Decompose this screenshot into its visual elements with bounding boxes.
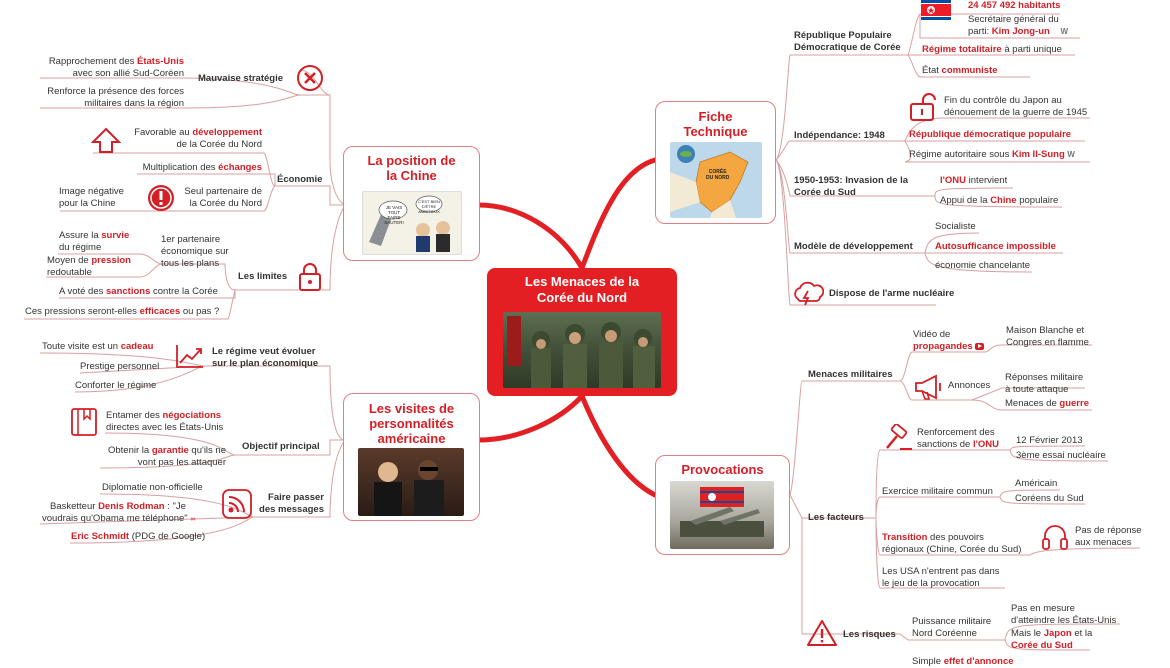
objectif-item1: Entamer des négociations directes avec les États-Unis (106, 410, 224, 433)
link-icon[interactable]: ∞ (190, 516, 196, 523)
visites-card[interactable] (343, 393, 480, 521)
economie-item3-sub: Image négative pour la Chine (59, 186, 124, 209)
independance-item3: Régime autoritaire sous Kim II-Sung W (909, 149, 1075, 160)
facteurs-item4: Les USA n'entrent pas dans le jeu de la provocation (882, 566, 1000, 589)
arrow-up-icon (91, 126, 121, 159)
explosion-cloud-icon (792, 279, 824, 312)
wikipedia-icon[interactable]: W (1060, 27, 1069, 36)
invasion-item1: l'ONU intervient (940, 175, 1008, 186)
facteurs-item3-sub: Pas de réponse aux menaces (1075, 525, 1142, 548)
invasion-item2: Appui de la Chine populaire (940, 195, 1059, 206)
cartoon-bubble2: C'EST BIEN D'ÊTRE AMBITIEUX (418, 199, 440, 214)
rpdc-item1: 24 457 492 habitants (968, 0, 1061, 11)
visites-title: Les visites de personnalités américaine (368, 401, 455, 446)
korea-map (670, 142, 762, 218)
economie-item3: Seul partenaire de la Corée du Nord (184, 186, 262, 209)
independance-label: Indépendance: 1948 (794, 130, 885, 141)
rpdc-item3: Régime totalitaire à parti unique (922, 44, 1062, 55)
risques-item1: Puissance militaire Nord Coréenne (912, 616, 992, 639)
central-title: Les Menaces de la Corée du Nord (524, 274, 640, 305)
missiles-photo (670, 481, 774, 549)
modele-item2: Autosufficance impossible (935, 241, 1056, 252)
economie-item1: Favorable au développement de la Corée du Nord (134, 127, 262, 150)
regime-item2: Prestige personnel (80, 361, 160, 372)
objectif-item2: Obtenir la garantie qu'ils ne vont pas les attaquer (108, 445, 226, 468)
economie-item2: Multiplication des échanges (142, 162, 262, 173)
chine-title: La position de la Chine (367, 153, 456, 183)
facteurs-item1: Renforcement des sanctions de l'ONU (917, 427, 999, 450)
independance-item1: Fin du contrôle du Japon au dénouement de la guerre de 1945 (944, 95, 1088, 118)
modele-label: Modèle de développement (794, 241, 913, 252)
risques-label: Les risques (843, 629, 896, 640)
provocations-card[interactable] (655, 455, 790, 555)
video-sub: Maison Blanche et Congres en flamme (1006, 325, 1089, 348)
wikipedia-icon-2[interactable]: W (1067, 150, 1075, 159)
risques-item1-sub1: Pas en mesure d'atteindre les États-Unis (1011, 603, 1117, 626)
messages-item2: Basketteur Denis Rodman : "Je voudrais qu'Obama me téléphone" ∞ (42, 501, 196, 524)
error-x-icon (296, 64, 324, 97)
chine-card[interactable] (343, 146, 480, 261)
modele-item3: économie chancelante (935, 260, 1031, 271)
risques-item1-sub2: Mais le Japon et la Corée du Sud (1011, 628, 1093, 651)
messages-item1: Diplomatie non-officielle (102, 482, 203, 493)
limites-item3: Ces pressions seront-elles efficaces ou pas ? (25, 306, 220, 317)
fiche-title: Fiche Technique (683, 109, 748, 139)
facteurs-item2-sub2: Coréens du Sud (1015, 493, 1084, 504)
messages-item3: Eric Schmidt (PDG de Google) (71, 531, 206, 542)
facteurs-item1-sub1: 12 Février 2013 (1016, 435, 1083, 446)
limites-item2: A voté des sanctions contre la Corée (59, 286, 218, 297)
youtube-icon[interactable] (975, 343, 984, 350)
central-topic[interactable] (487, 268, 677, 396)
regime-label: Le régime veut évoluer sur le plan économique (212, 346, 319, 369)
mauvaise-strategie-label: Mauvaise stratégie (198, 73, 284, 84)
annonces-item: Annonces (948, 380, 991, 391)
chart-trend-icon (175, 343, 205, 374)
economie-label: Économie (277, 174, 323, 185)
headphones-icon (1040, 522, 1070, 557)
facteurs-item1-sub2: 3ème essai nucléaire (1016, 450, 1106, 461)
unlock-icon (909, 92, 937, 127)
rpdc-item2: Secrétaire général du parti: Kim Jong-un W (968, 14, 1069, 37)
rodman-photo (358, 448, 464, 516)
independance-item2: République démocratique populaire (909, 129, 1072, 140)
nucleaire-label: Dispose de l'arme nucléaire (829, 288, 955, 299)
cartoon-bubble1: JE VAIS TOUT FAIRE SAUTER! (384, 205, 404, 225)
facteurs-label: Les facteurs (808, 512, 864, 523)
menaces-label: Menaces militaires (808, 369, 893, 380)
facteurs-item3: Transition des pouvoirs régionaux (Chine, Corée du Sud) (882, 532, 1022, 555)
book-icon (70, 407, 98, 442)
modele-item1: Socialiste (935, 221, 976, 232)
mauvaise-item2: Renforce la présence des forces militaires dans la région (47, 86, 184, 109)
rpdc-item4: État communiste (922, 65, 998, 76)
soldiers-photo (503, 312, 661, 388)
fiche-card[interactable] (655, 101, 776, 224)
annonces-sub1: Réponses militaire à toute attaque (1005, 372, 1084, 395)
megaphone-icon (912, 373, 944, 406)
regime-item3: Conforter le régime (75, 380, 157, 391)
lock-icon (297, 262, 323, 297)
invasion-label: 1950-1953: Invasion de la Corée du Sud (794, 175, 909, 198)
facteurs-item2-sub1: Américain (1015, 478, 1058, 489)
messages-label: Faire passer des messages (259, 492, 324, 515)
provocations-title: Provocations (681, 462, 764, 477)
limites-item1-sub1: Assure la survie du régime (59, 230, 130, 253)
mauvaise-item1: Rapprochement des États-Unis avec son allié Sud-Coréen (48, 56, 184, 79)
facteurs-item2: Exercice militaire commun (882, 486, 993, 497)
alert-circle-icon (146, 183, 176, 218)
limites-label: Les limites (238, 271, 288, 282)
rpdc-label: République Populaire Démocratique de Corée (794, 30, 901, 53)
risques-item2: Simple effet d'annonce (912, 656, 1014, 667)
video-item: Vidéo de propagandes (913, 329, 984, 353)
regime-item1: Toute visite est un cadeau (42, 341, 154, 352)
annonces-sub2: Menaces de guerre (1005, 398, 1089, 409)
cartoon-image (362, 191, 462, 255)
warning-triangle-icon (806, 618, 838, 653)
map-label: CORÉE DU NORD (706, 169, 730, 181)
gavel-icon (882, 424, 914, 457)
rss-icon (222, 489, 252, 524)
objectif-label: Objectif principal (242, 441, 320, 452)
north-korea-flag-icon (921, 0, 951, 25)
limites-item1-sub2: Moyen de pression redoutable (47, 255, 131, 278)
limites-item1: 1er partenaire économique sur tous les plans (161, 234, 229, 269)
